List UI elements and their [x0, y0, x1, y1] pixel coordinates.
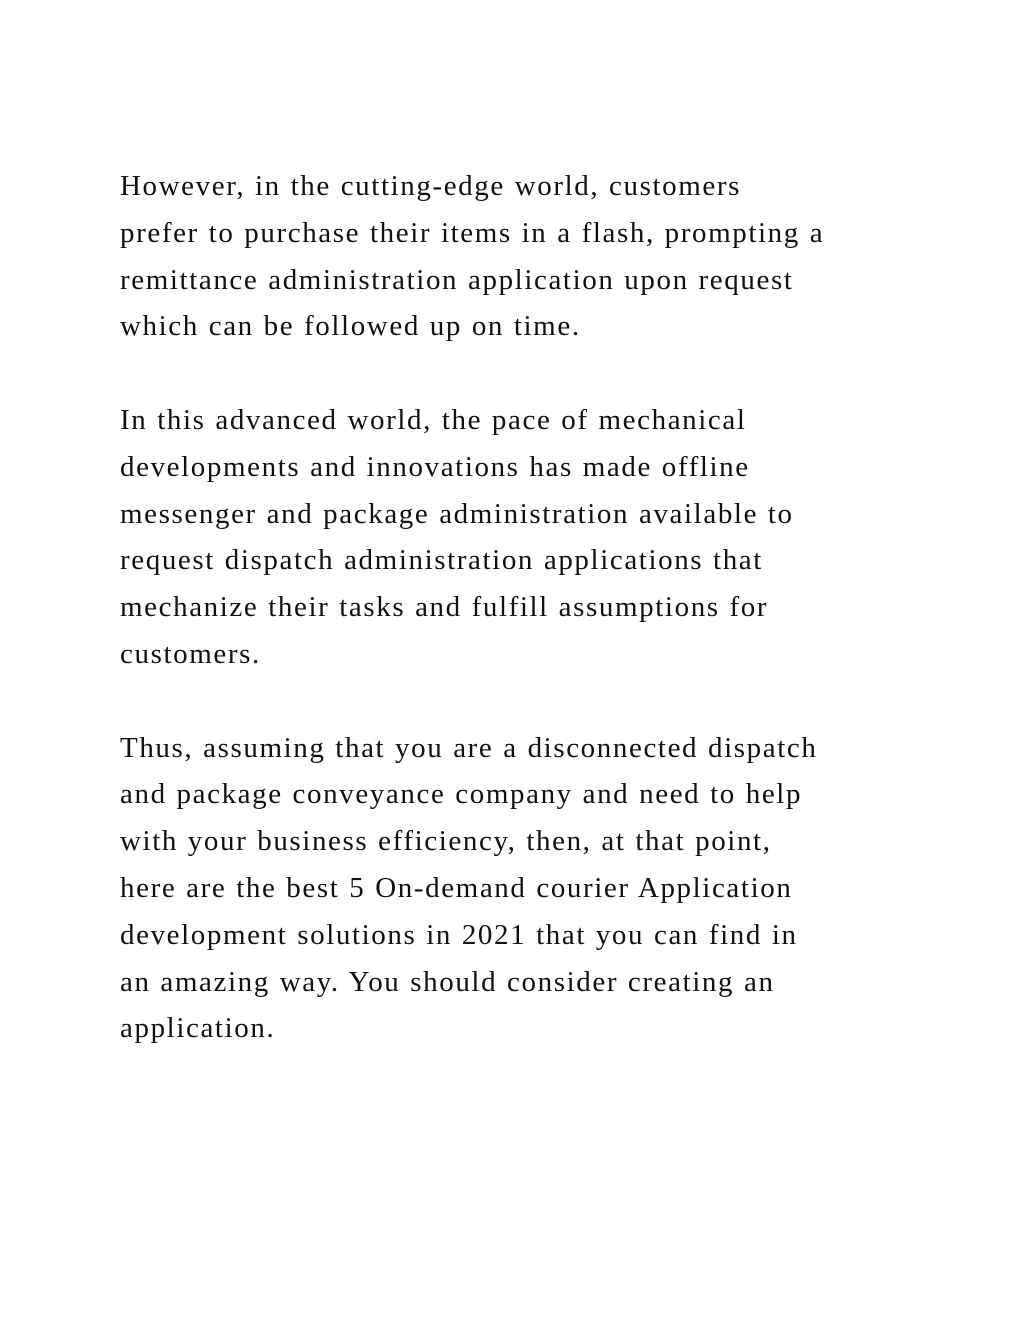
paragraph-line: customers.	[120, 637, 261, 670]
paragraph-line: application.	[120, 1012, 276, 1045]
paragraph-spacer	[120, 678, 920, 725]
paragraph-3	[120, 725, 920, 1053]
paragraph-line: an amazing way. You should consider creating an	[120, 965, 775, 998]
paragraph-2	[120, 397, 920, 678]
paragraph-line: prefer to purchase their items in a flash, prompting a	[120, 216, 825, 249]
document-body	[120, 163, 920, 1052]
paragraph-line: here are the best 5 On-demand courier Application	[120, 871, 793, 904]
paragraph-line: remittance administration application upon request	[120, 263, 794, 296]
paragraph-line: request dispatch administration applications that	[120, 544, 763, 577]
paragraph-line: developments and innovations has made offline	[120, 450, 750, 483]
paragraph-line: Thus, assuming that you are a disconnected dispatch	[120, 731, 818, 764]
paragraph-1	[120, 163, 920, 350]
paragraph-line: mechanize their tasks and fulfill assumptions for	[120, 591, 769, 624]
paragraph-line: with your business efficiency, then, at that point,	[120, 825, 772, 858]
paragraph-line: In this advanced world, the pace of mechanical	[120, 403, 747, 436]
paragraph-line: However, in the cutting-edge world, customers	[120, 170, 742, 202]
paragraph-line: and package conveyance company and need to help	[120, 778, 803, 811]
paragraph-line: which can be followed up on time.	[120, 310, 581, 343]
paragraph-line: messenger and package administration available to	[120, 497, 794, 530]
paragraph-spacer	[120, 350, 920, 397]
paragraph-line: development solutions in 2021 that you can find in	[120, 918, 798, 951]
